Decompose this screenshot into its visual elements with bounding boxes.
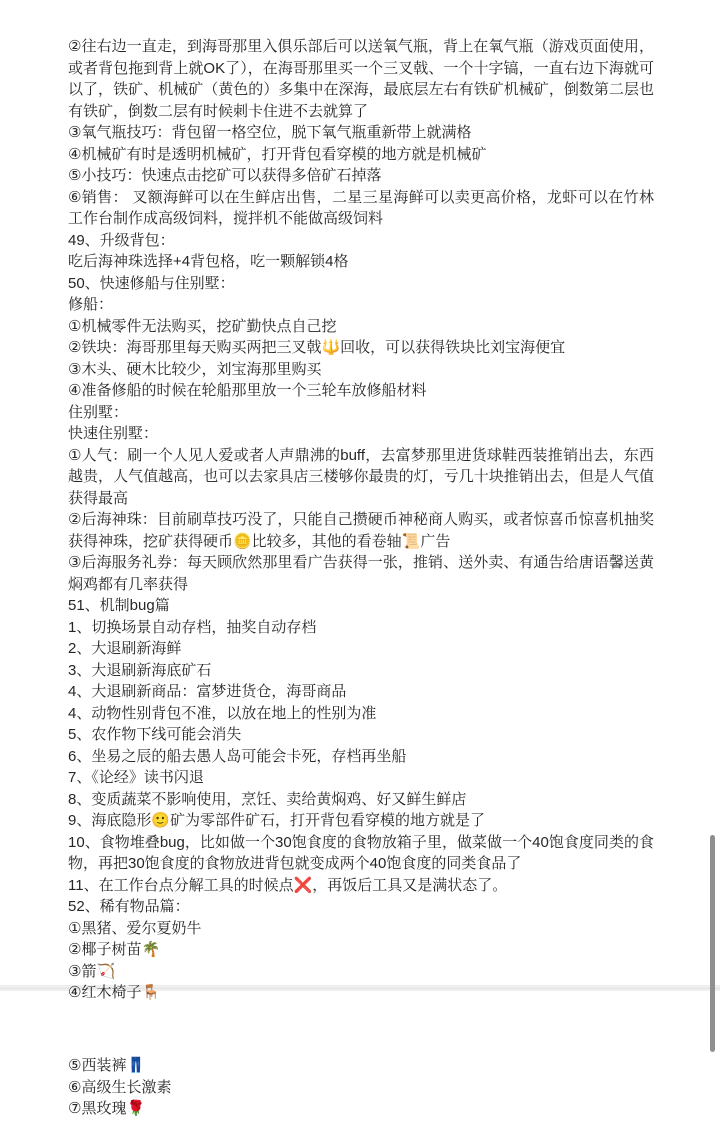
paragraph: ①人气：刷一个人见人爱或者人声鼎沸的buff，去富梦那里进货球鞋西装推销出去，东西越贵，人气值越高，也可以去家具店三楼够你最贵的灯，亏几十块推销出去，但是人气值获得最高 [68,446,654,507]
paragraph: 4、大退刷新商品：富梦进货仓，海哥商品 [68,683,347,700]
paragraph: ⑤小技巧：快速点击挖矿可以获得多倍矿石掉落 [68,167,382,184]
paragraph: 7、《论经》读书闪退 [68,769,204,786]
paragraph: 4、动物性别背包不准，以放在地上的性别为准 [68,704,377,722]
paragraph: ③氧气瓶技巧：背包留一格空位，脱下氧气瓶重新带上就满格 [68,124,472,141]
paragraph: 52、稀有物品篇： [68,898,190,915]
paragraph: 5、农作物下线可能会消失 [68,726,242,743]
paragraph: ④准备修船的时候在轮船那里放一个三轮车放修船材料 [68,382,427,399]
paragraph: ④红木椅子🪑 [68,984,161,1001]
paragraph: ④机械矿有时是透明机械矿，打开背包看穿模的地方就是机械矿 [68,145,487,163]
paragraph: 51、机制bug篇 [68,597,170,614]
document-page-2 [0,991,720,1143]
paragraph: 1、切换场景自动存档，抽奖自动存档 [68,618,317,636]
paragraph: ①机械零件无法购买，挖矿勤快点自己挖 [68,317,337,335]
paragraph: ②往右边一直走，到海哥那里入俱乐部后可以送氧气瓶，背上在氧气瓶（游戏页面使用，或者背包拖到背上就OK了），在海哥那里买一个三叉戟、一个十字镐，一直右边下海就可以了，铁矿、机械矿（黄色的）多集中在深海，最底层左右有铁矿机械矿，倒数第二层也有铁矿，倒数二层有时候刺卡住进不去就算了 [68,38,654,120]
paragraph: 3、大退刷新海底矿石 [68,661,212,679]
paragraph: 50、快速修船与住别墅： [68,274,235,292]
paragraph: ⑦黑玫瑰🌹 [68,1100,146,1117]
paragraph: ⑥高级生长激素 [68,1078,172,1096]
paragraph: ①黑猪、爱尔夏奶牛 [68,919,202,937]
paragraph: ⑤西装裤👖 [68,1057,146,1074]
scrollbar-thumb[interactable] [710,835,715,1052]
paragraph: ⑥销售： 叉额海鲜可以在生鲜店出售，二星三星海鲜可以卖更高价格，龙虾可以在竹林工作台制作成高级饲料，搅拌机不能做高级饲料 [68,188,654,227]
paragraph: 49、升级背包： [68,231,175,249]
paragraph: 快速住别墅： [68,425,159,442]
paragraph: 11、在工作台点分解工具的时候点❌，再饭后工具又是满状态了。 [68,876,508,894]
paragraph: ③木头、硬木比较少，刘宝海那里购买 [68,360,322,378]
paragraph: 住别墅： [68,403,129,421]
paragraph: ②椰子树苗🌴 [68,941,161,958]
paragraph: ②铁块：海哥那里每天购买两把三叉戟🔱回收，可以获得铁块比刘宝海便宜 [68,339,566,356]
paragraph: 9、海底隐形🙂矿为零部件矿石，打开背包看穿模的地方就是了 [68,812,486,829]
paragraph: 6、坐易之辰的船去愚人岛可能会卡死，存档再坐船 [68,747,407,765]
paragraph: 2、大退刷新海鲜 [68,640,182,657]
paragraph: ③箭🏹 [68,962,116,980]
paragraph: ②后海神珠：目前刷草技巧没了，只能自己攒硬币神秘商人购买，或者惊喜币惊喜机抽奖获得神珠，挖矿获得硬币🪙比较多，其他的看卷轴📜广告 [68,511,654,550]
paragraph: 10、食物堆叠bug，比如做一个30饱食度的食物放箱子里，做菜做一个40饱食度同类的食物，再把30饱食度的食物放进背包就变成两个40饱食度的同类食品了 [68,833,654,872]
paragraph: 8、变质蔬菜不影响使用，烹饪、卖给黄焖鸡、好又鲜生鲜店 [68,790,467,808]
paragraph: 吃后海神珠选择+4背包格，吃一颗解锁4格 [68,253,349,270]
paragraph: 修船： [68,296,114,313]
paragraph: ③后海服务礼券：每天顾欣然那里看广告获得一张，推销、送外卖、有通告给唐语馨送黄焖鸡都有几率获得 [68,554,654,593]
